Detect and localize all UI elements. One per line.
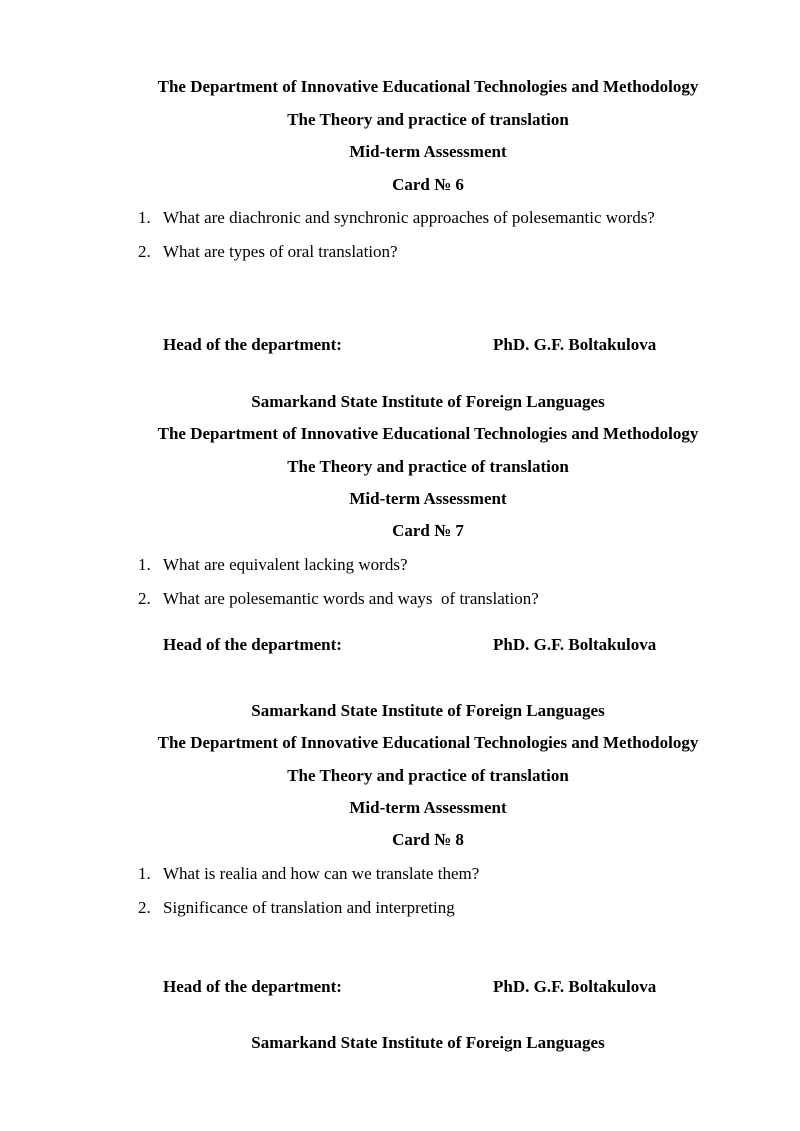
- card6-head-label: Head of the department:: [163, 335, 342, 354]
- card7-head-label: Head of the department:: [163, 635, 342, 654]
- card7-question-1-number: 1.: [138, 555, 151, 574]
- card7-subject: The Theory and practice of translation: [287, 457, 569, 476]
- card7-question-1: What are equivalent lacking words?: [163, 555, 408, 574]
- card8-head-name: PhD. G.F. Boltakulova: [493, 977, 657, 996]
- card7-institute: Samarkand State Institute of Foreign Languages: [251, 392, 605, 411]
- card7-head-name: PhD. G.F. Boltakulova: [493, 635, 657, 654]
- card8-institute: Samarkand State Institute of Foreign Languages: [251, 701, 605, 720]
- card8-question-2-number: 2.: [138, 898, 151, 917]
- card7-department: The Department of Innovative Educational Technologies and Methodology: [157, 424, 699, 443]
- card6-question-1-number: 1.: [138, 208, 151, 227]
- card8-assessment: Mid-term Assessment: [349, 798, 507, 817]
- card9-institute: Samarkand State Institute of Foreign Languages: [251, 1033, 605, 1052]
- card7-assessment: Mid-term Assessment: [349, 489, 507, 508]
- card8-department: The Department of Innovative Educational Technologies and Methodology: [157, 733, 699, 752]
- card6-assessment: Mid-term Assessment: [349, 142, 507, 161]
- card8-head-label: Head of the department:: [163, 977, 342, 996]
- card6-question-1: What are diachronic and synchronic approaches of polesemantic words?: [163, 208, 655, 227]
- card8-question-2: Significance of translation and interpreting: [163, 898, 455, 917]
- card8-question-1-number: 1.: [138, 864, 151, 883]
- card6-question-2-number: 2.: [138, 242, 151, 261]
- card7-question-2-number: 2.: [138, 589, 151, 608]
- card6-card-number: Card № 6: [392, 175, 464, 194]
- card6-head-name: PhD. G.F. Boltakulova: [493, 335, 657, 354]
- card7-question-2: What are polesemantic words and ways of translation?: [163, 589, 539, 608]
- card8-question-1: What is realia and how can we translate them?: [163, 864, 480, 883]
- card8-card-number: Card № 8: [392, 830, 464, 849]
- card6-subject: The Theory and practice of translation: [287, 110, 569, 129]
- card7-card-number: Card № 7: [392, 521, 464, 540]
- card6-department: The Department of Innovative Educational Technologies and Methodology: [157, 77, 699, 96]
- card6-question-2: What are types of oral translation?: [163, 242, 398, 261]
- card8-subject: The Theory and practice of translation: [287, 766, 569, 785]
